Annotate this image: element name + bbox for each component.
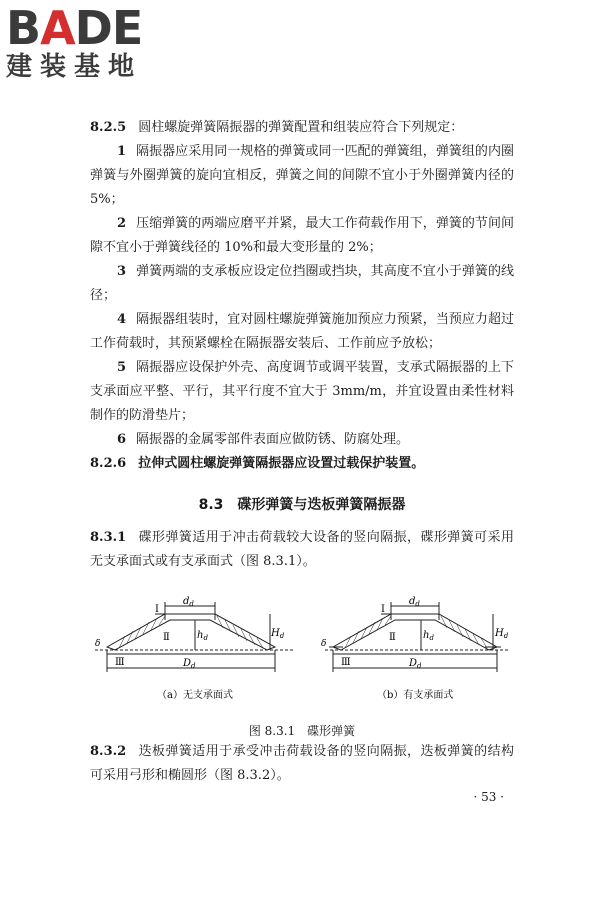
logo-mark: BADE bbox=[6, 1, 143, 55]
list-item: 1 隔振器应采用同一规格的弹簧或同一匹配的弹簧组，弹簧组的内圈弹簧与外圈弹簧的旋向宜相反，弹簧之间的间隙不宜小于外圈弹簧内径的 5%； bbox=[90, 144, 514, 207]
section-title: 8.3 碟形弹簧与迭板弹簧隔振器 bbox=[198, 497, 406, 513]
dim-Hd: $H_d$ bbox=[271, 628, 285, 640]
logo-subtitle: 建装基地 bbox=[6, 52, 143, 82]
disc-spring-figure bbox=[95, 592, 515, 722]
clause-8-3-1: 8.3.1 碟形弹簧适用于冲击荷载较大设备的竖向隔振，碟形弹簧可采用无支承面式或有支承面式（图 8.3.1）。 bbox=[90, 530, 514, 569]
clause-8-3-2: 8.3.2 迭板弹簧适用于承受冲击荷载设备的竖向隔振，迭板弹簧的结构可采用弓形和椭圆形（图 8.3.2）。 bbox=[90, 744, 514, 783]
caption-a: （a）无支承面式 bbox=[157, 690, 233, 701]
dim-delta: δ bbox=[95, 639, 101, 649]
dim-hd: $h_d$ bbox=[197, 630, 208, 642]
list-item: 6 隔振器的金属零部件表面应做防锈、防腐处理。 bbox=[117, 432, 410, 447]
dim-delta: δ bbox=[321, 639, 327, 649]
clause-8-2-6: 8.2.6 拉伸式圆柱螺旋弹簧隔振器应设置过载保护装置。 bbox=[90, 456, 425, 471]
clause-8-2-5 bbox=[90, 116, 514, 476]
list-item: 2 压缩弹簧的两端应磨平并紧，最大工作荷载作用下，弹簧的节间间隙不宜小于弹簧线径的 10%和最大变形量的 2%； bbox=[90, 216, 514, 255]
label-II: Ⅱ bbox=[163, 632, 170, 643]
figure-caption: 图 8.3.1 碟形弹簧 bbox=[248, 724, 356, 738]
label-III: Ⅲ bbox=[341, 657, 351, 668]
dim-Hd: $H_d$ bbox=[495, 628, 509, 640]
dim-dd: $d_d$ bbox=[183, 596, 194, 608]
dim-hd: $h_d$ bbox=[423, 630, 434, 642]
list-item: 4 隔振器组装时，宜对圆柱螺旋弹簧施加预应力预紧，当预应力超过工作荷载时，其预紧螺栓在隔振器安装后、工作前应予放松； bbox=[90, 312, 514, 351]
dim-dd: $d_d$ bbox=[409, 596, 420, 608]
dim-Dd: $D_d$ bbox=[183, 658, 196, 670]
caption-b: （b）有支承面式 bbox=[377, 690, 454, 701]
label-II: Ⅱ bbox=[389, 632, 396, 643]
list-item: 5 隔振器应设保护外壳、高度调节或调平装置，支承式隔振器的上下支承面应平整、平行，其平行度不宜大于 3mm/m，并宜设置由柔性材料制作的防滑垫片； bbox=[90, 360, 514, 423]
label-I: Ⅰ bbox=[381, 604, 385, 615]
list-item: 3 弹簧两端的支承板应设定位挡圈或挡块，其高度不宜小于弹簧的线径； bbox=[90, 264, 514, 303]
dim-Dd: $D_d$ bbox=[409, 658, 422, 670]
label-III: Ⅲ bbox=[115, 657, 125, 668]
clause-number: 8.2.5 bbox=[90, 120, 127, 135]
label-I: Ⅰ bbox=[155, 604, 159, 615]
logo bbox=[6, 1, 186, 82]
clause-text: 圆柱螺旋弹簧隔振器的弹簧配置和组装应符合下列规定： bbox=[138, 120, 464, 135]
page-number: · 53 · bbox=[473, 790, 504, 804]
